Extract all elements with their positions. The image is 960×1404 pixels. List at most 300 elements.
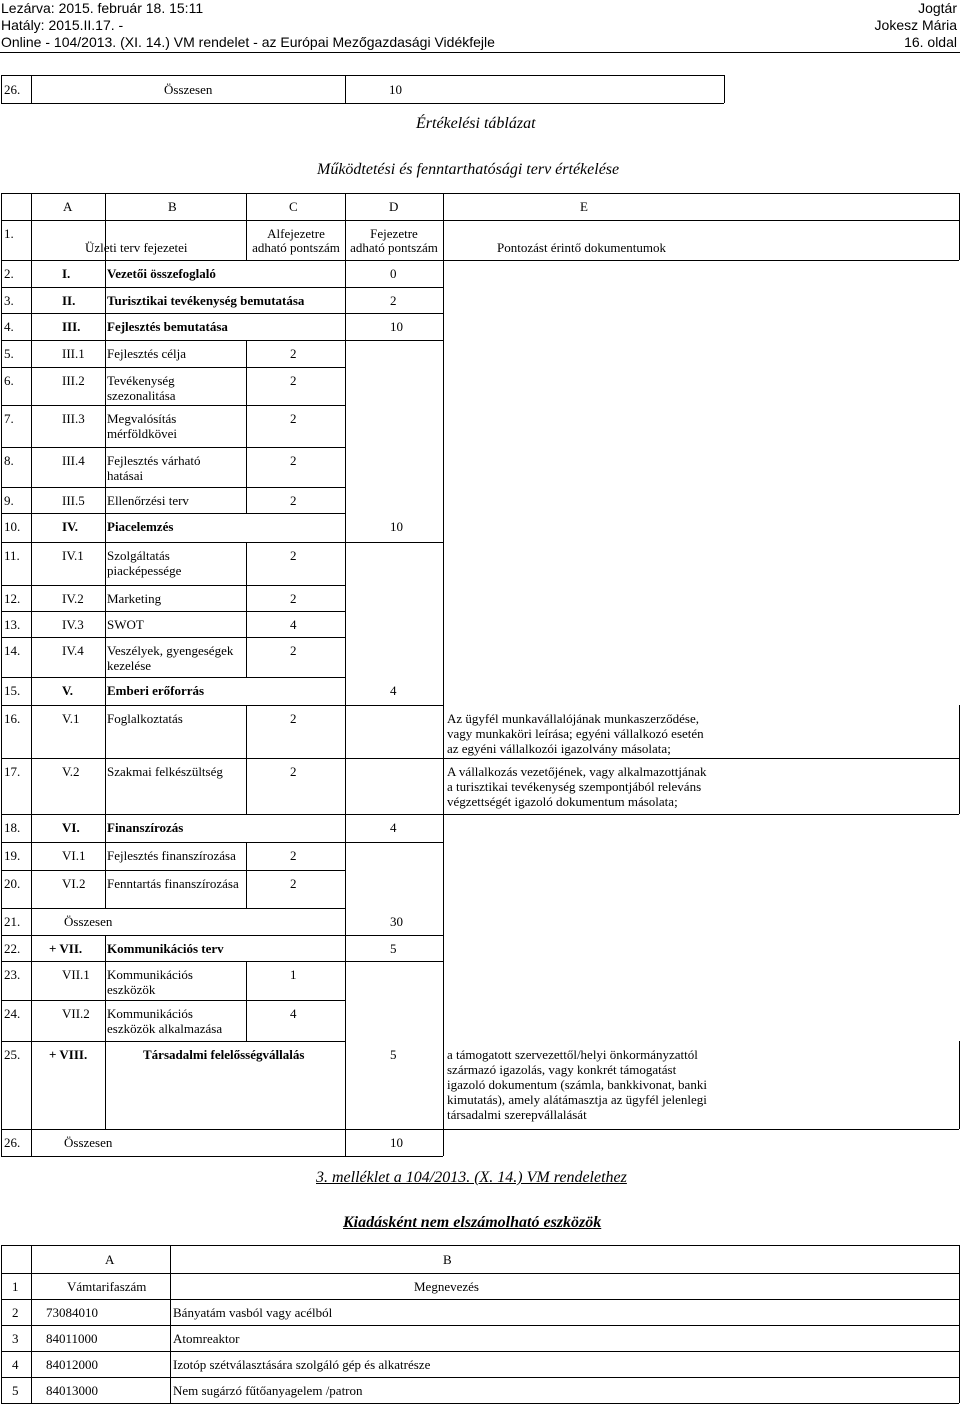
table-rule [345,487,346,513]
table-rule [1,340,443,341]
row-number: 9. [4,493,14,508]
row-number: 15. [4,683,21,698]
table-rule [1,220,959,221]
table-rule [105,758,106,814]
table-rule [345,935,346,961]
table-rule [105,405,106,447]
chapter-code: VI.1 [62,848,86,863]
table-rule [246,842,247,870]
annex-title: 3. melléklet a 104/2013. (X. 14.) VM rendelethez [316,1169,627,1186]
table-rule [31,340,32,367]
table-rule [105,340,106,367]
subchapter-points: 1 [290,967,297,982]
table-rule [443,193,444,220]
table-rule [345,637,346,677]
table-rule [1,103,724,104]
table-rule [443,637,444,677]
table-rule [105,705,106,758]
chapter-code: III.1 [62,346,85,361]
table-rule [246,405,247,447]
chapter-label: Finanszírozás [107,820,184,835]
chapter-points: 0 [390,266,397,281]
document-note: Az ügyfél munkavállalójának munkaszerződése, vagy munkaköri leírása; egyéni vállalkozó esetén az egyéni vállalkozói igazolvány másolata; [447,711,704,756]
table-rule [246,447,247,487]
table-rule [1,487,2,513]
chapter-points: 10 [390,1135,403,1150]
chapter-label: Összesen [64,914,113,929]
table-rule [1,1156,443,1157]
table-rule [1,1000,345,1001]
table-rule [1,585,2,611]
table-rule [31,193,32,220]
table-rule [105,814,106,842]
row-number: 20. [4,876,21,891]
chapter-label: Fejlesztés célja [107,346,187,361]
table-rule [31,585,32,611]
header-document-title: Online - 104/2013. (XI. 14.) VM rendelet - az Európai Mezőgazdasági Vidékfejle [1,34,495,50]
table-rule [31,287,32,313]
header-effective-date: Hatály: 2015.II.17. - [1,17,124,33]
table-rule [31,313,32,340]
table-rule [345,908,346,935]
table-rule [345,705,346,758]
table-rule [345,677,346,705]
column-letter-b: B [168,199,177,214]
chapter-label: Fejlesztés várható hatásai [107,453,201,483]
table-rule [1,870,2,908]
table-rule [246,585,247,611]
table-rule [1,287,443,288]
subchapter-points: 2 [290,453,297,468]
subchapter-points: 2 [290,346,297,361]
row-number: 4 [12,1357,19,1372]
chapter-code: + VII. [49,941,83,956]
column-header-subchapter-points: adható pontszám [252,240,340,255]
table-rule [345,961,346,1000]
chapter-code: VII.1 [62,967,90,982]
table-rule [443,814,444,842]
table-rule [1,935,2,961]
table-rule [1,367,2,405]
chapter-code: V. [62,683,73,698]
table-rule [1,193,959,194]
item-name: Nem sugárzó fűtőanyagelem /patron [173,1383,363,1398]
table-rule [1,1129,959,1130]
table-rule [31,542,32,585]
chapter-label: Emberi erőforrás [107,683,205,698]
table-rule [443,542,444,585]
chapter-label: Szakmai felkészültség [107,764,223,779]
subchapter-points: 2 [290,591,297,606]
table-rule [345,1041,346,1129]
chapter-label: Fejlesztés bemutatása [107,319,228,334]
table-rule [105,961,106,1000]
table-rule [345,611,346,637]
row-number: 5 [12,1383,19,1398]
chapter-label: Vezetői összefoglaló [107,266,216,281]
row-number: 17. [4,764,21,779]
row-number: 12. [4,591,21,606]
table-rule [105,260,106,287]
tariff-code: 84012000 [46,1357,98,1372]
row-number: 26. [4,1135,21,1150]
chapter-code: VI. [62,820,80,835]
table-rule [1,367,345,368]
table-rule [443,677,444,705]
table-rule [1,1000,2,1041]
table-rule [1,405,345,406]
table-rule [1,487,345,488]
table-rule [31,677,32,705]
table-rule [1,1351,959,1352]
column-header-tariff: Vámtarifaszám [67,1279,147,1294]
table-rule [1,870,345,871]
row-number: 24. [4,1006,21,1021]
chapter-code: + VIII. [49,1047,88,1062]
table-rule [345,1000,346,1041]
header-closed-date: Lezárva: 2015. február 18. 15:11 [1,0,204,16]
table-rule [246,193,247,220]
table-rule [105,585,106,611]
table-rule [1,637,2,677]
row-number: 10. [4,519,21,534]
table-rule [1,447,345,448]
table-rule [345,870,346,908]
table-rule [1,447,2,487]
table-rule [1,814,2,842]
table-rule [1,75,724,76]
subchapter-points: 2 [290,411,297,426]
column-header-chapters: Üzleti terv fejezetei [85,240,188,255]
row-number: 23. [4,967,21,982]
table-rule [1,193,2,220]
table-rule [31,961,32,1000]
header-right [875,0,957,51]
table-rule [443,487,444,513]
table-rule [105,447,106,487]
table-rule [443,405,444,447]
table-rule [345,1129,346,1156]
table-rule [105,1000,106,1041]
table-rule [1,758,2,814]
item-name: Atomreaktor [173,1331,240,1346]
table-rule [1,1041,2,1129]
table-rule [1,677,345,678]
table-rule [1,814,959,815]
subchapter-points: 2 [290,643,297,658]
table-rule [1,842,2,870]
chapter-label: Fenntartás finanszírozása [107,876,239,891]
row-number: 6. [4,373,14,388]
table-rule [31,637,32,677]
table-rule [443,340,444,367]
table-rule [1,1129,2,1156]
document-note: a támogatott szervezettől/helyi önkormányzattól származó igazolás, vagy konkrét támogatást igazoló dokumentum (számla, bankkivonat, banki kimutatás), amely alátámasztja az ügyfél jelenlegi társadalmi szerepvállalását [447,1047,707,1122]
table-rule [443,220,444,260]
table-rule [1,637,345,638]
table-rule [105,542,106,585]
table-rule [105,870,106,908]
chapter-points: 4 [390,683,397,698]
chapter-label: Ellenőrzési terv [107,493,189,508]
table-rule [345,193,346,220]
table-rule [443,260,444,287]
table-rule [105,193,106,220]
table-rule [443,1129,444,1156]
table-rule [1,260,959,261]
table-rule [724,75,725,103]
table-rule [345,842,346,870]
chapter-label: Tevékenység szezonalitása [107,373,176,403]
row-number: 11. [4,548,20,563]
table-rule [345,585,346,611]
table-rule [1,611,2,637]
table-rule [345,447,346,487]
chapter-label: Összesen [64,1135,113,1150]
header-brand: Jogtár [918,0,957,16]
subchapter-points: 2 [290,848,297,863]
table-rule [443,758,444,814]
column-letter-b: B [443,1252,452,1267]
chapter-label: Piacelemzés [107,519,174,534]
table-rule [1,513,345,514]
chapter-code: III.4 [62,453,85,468]
table-rule [443,961,444,1000]
table-rule [1,585,345,586]
table-rule [1,1245,2,1403]
table-rule [443,367,444,405]
table-rule [246,758,247,814]
subchapter-points: 4 [290,617,297,632]
table-rule [1,313,2,340]
table-rule [1,908,2,935]
table-rule [443,705,444,758]
table-rule [170,1245,171,1403]
chapter-label: Kommunikációs eszközök [107,967,193,997]
subchapter-points: 2 [290,548,297,563]
column-letter-c: C [289,199,298,214]
subchapter-points: 2 [290,764,297,779]
chapter-label: Fejlesztés finanszírozása [107,848,236,863]
item-name: Bányatám vasból vagy acélból [173,1305,333,1320]
chapter-code: IV.4 [62,643,84,658]
table-rule [345,75,346,103]
table-rule [31,1129,32,1156]
item-name: Izotóp szétválasztására szolgáló gép és alkatrésze [173,1357,431,1372]
table-rule [1,1245,959,1246]
table-rule [31,1245,32,1403]
table-rule [1,542,2,585]
table-rule [31,405,32,447]
table-rule [345,814,346,842]
table-rule [1,935,443,936]
row-number: 3. [4,293,14,308]
table-rule [1,1299,959,1300]
row-number: 21. [4,914,21,929]
tariff-code: 84011000 [46,1331,98,1346]
table-rule [443,313,444,340]
row-number: 18. [4,820,21,835]
table-rule [443,842,444,870]
chapter-code: IV.3 [62,617,84,632]
table-rule [246,637,247,677]
chapter-code: II. [62,293,76,308]
table-rule [1,220,2,260]
table-rule [345,340,346,367]
table-rule [105,935,106,961]
subchapter-points: 2 [290,876,297,891]
table-rule [246,961,247,1000]
table-rule [1,340,2,367]
header-page-number: 16. oldal [904,34,957,50]
column-letter-d: D [389,199,399,214]
row-number: 14. [4,643,21,658]
table-rule [105,1041,106,1129]
table-rule [1,705,443,706]
table-rule [443,1000,444,1041]
table-rule [1,758,959,759]
row-number: 2 [12,1305,19,1320]
column-header-chapter-points: Fejezetre [370,226,418,241]
table-rule [1,1377,959,1378]
chapter-code: V.1 [62,711,80,726]
table-rule [1,1273,959,1274]
header-left [1,0,495,51]
table-rule [31,870,32,908]
header-divider [0,52,960,53]
chapter-label: Kommunikációs eszközök alkalmazása [107,1006,223,1036]
table-rule [105,637,106,677]
table-rule [443,870,444,908]
row-number: 16. [4,711,21,726]
table-rule [1,842,443,843]
total-value: 10 [389,82,402,97]
table-rule [1,961,443,962]
table-rule [31,75,32,103]
table-rule [31,447,32,487]
chapter-label: Társadalmi felelősségvállalás [143,1047,305,1062]
row-number: 19. [4,848,21,863]
table-rule [246,367,247,405]
chapter-code: VI.2 [62,876,86,891]
table-rule [105,313,106,340]
chapter-label: Veszélyek, gyengeségek kezelése [107,643,234,673]
table-rule [345,287,346,313]
table-rule [345,367,346,405]
table-rule [31,513,32,542]
table-title: Értékelési táblázat [416,115,536,132]
table-rule [345,513,346,542]
row-number: 1. [4,226,14,241]
table-rule [246,220,247,260]
row-number: 22. [4,941,21,956]
row-number: 26. [4,82,21,97]
table-rule [345,313,346,340]
row-number: 1 [12,1279,19,1294]
table-rule [1,1041,345,1042]
table-rule [105,842,106,870]
chapter-code: I. [62,266,71,281]
table-rule [31,814,32,842]
table-rule [443,611,444,637]
tariff-code: 84013000 [46,1383,98,1398]
table-rule [1,1325,959,1326]
total-label: Összesen [164,82,213,97]
table-rule [246,487,247,513]
table-rule [31,842,32,870]
column-letter-e: E [580,199,588,214]
table-rule [1,542,443,543]
chapter-code: VII.2 [62,1006,90,1021]
table-rule [31,487,32,513]
table-rule [246,870,247,908]
table-rule [1,611,345,612]
column-header-subchapter-points: Alfejezetre [267,226,325,241]
chapter-points: 30 [390,914,403,929]
chapter-points: 5 [390,1047,397,1062]
table-rule [443,585,444,611]
table-rule [345,260,346,287]
table-rule [31,220,32,260]
table-rule [31,611,32,637]
table-rule [1,405,2,447]
annex-subtitle: Kiadásként nem elszámolható eszközök [343,1214,602,1231]
table-rule [31,935,32,961]
chapter-points: 10 [390,519,403,534]
table-rule [345,758,346,814]
table-rule [345,542,346,585]
chapter-points: 2 [390,293,397,308]
table-rule [246,1000,247,1041]
row-number: 4. [4,319,14,334]
row-number: 5. [4,346,14,361]
column-letter-a: A [63,199,73,214]
chapter-code: III. [62,319,81,334]
column-header-chapter-points: adható pontszám [350,240,438,255]
chapter-label: Kommunikációs terv [107,941,224,956]
table-rule [246,340,247,367]
table-rule [31,705,32,758]
table-rule [105,677,106,705]
table-rule [31,1041,32,1129]
document-note: A vállalkozás vezetőjének, vagy alkalmazottjának a turisztikai tevékenység szempontjából releváns végzettségét igazoló dokumentum másolata; [447,764,707,809]
table-rule [1,908,345,909]
chapter-code: III.5 [62,493,85,508]
table-rule [1,313,443,314]
table-rule [443,513,444,542]
column-header-documents: Pontozást érintő dokumentumok [497,240,666,255]
chapter-code: IV. [62,519,79,534]
table-rule [105,487,106,513]
tariff-code: 73084010 [46,1305,98,1320]
row-number: 25. [4,1047,21,1062]
header-user: Jokesz Mária [874,17,957,33]
column-header-name: Megnevezés [414,1279,479,1294]
table-rule [1,287,2,313]
row-number: 3 [12,1331,19,1346]
table-rule [1,75,2,103]
table-rule [105,611,106,637]
chapter-label: Szolgáltatás piacképessége [107,548,182,578]
subchapter-points: 2 [290,373,297,388]
table-rule [443,908,444,935]
table-rule [1,513,2,542]
table-rule [31,908,32,935]
subchapter-points: 4 [290,1006,297,1021]
chapter-points: 4 [390,820,397,835]
table-rule [105,287,106,313]
table-rule [1,677,2,705]
